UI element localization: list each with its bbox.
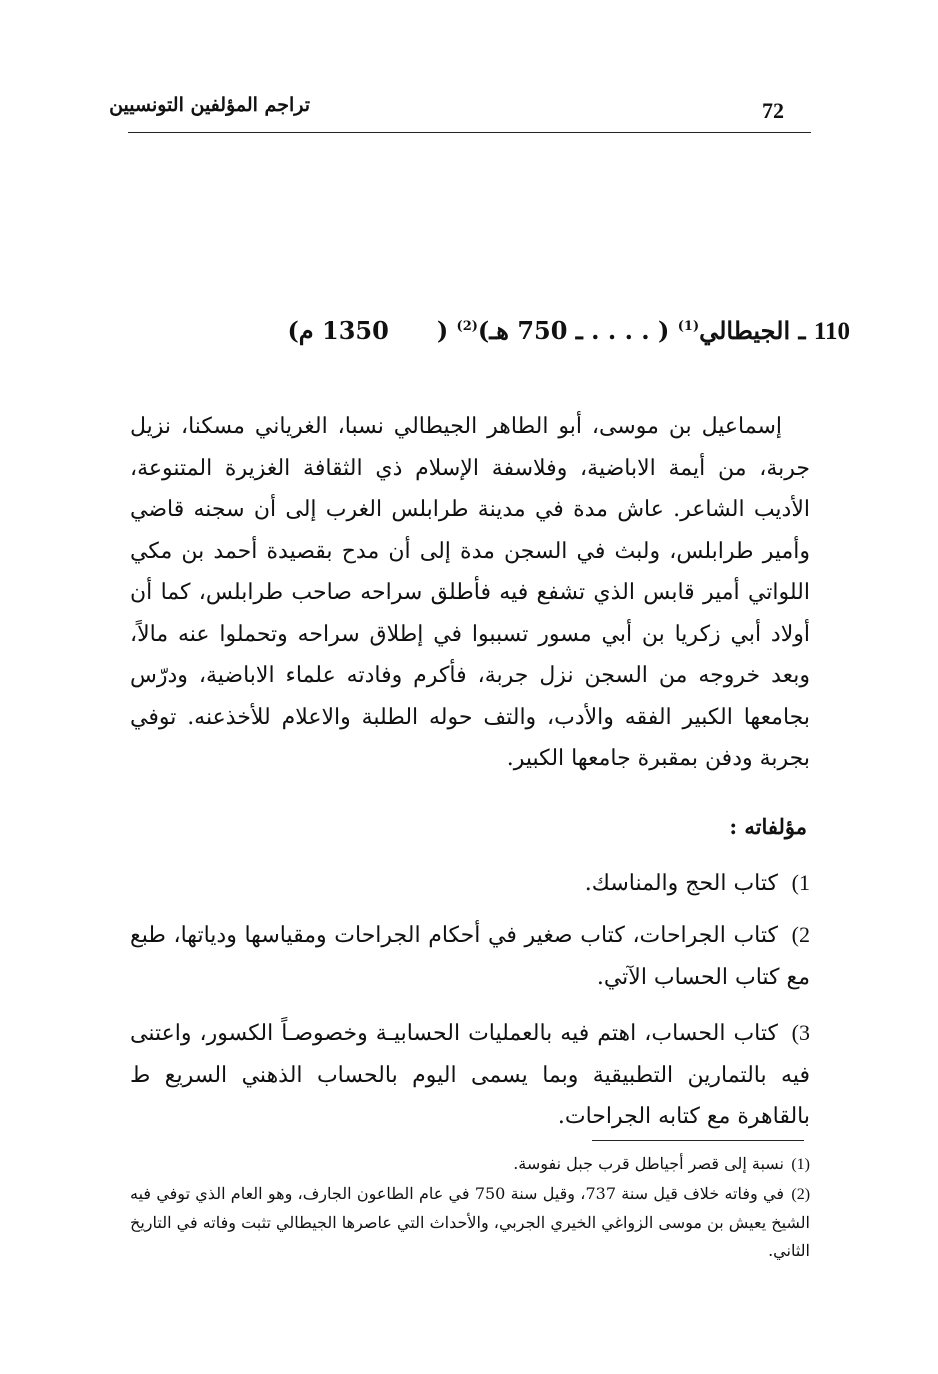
footnote-number: (1) <box>791 1156 810 1173</box>
work-item <box>130 914 810 998</box>
footnote-ref-1: (1) <box>677 319 700 334</box>
running-header-title: تراجم المؤلفين التونسيين <box>109 94 310 116</box>
work-item <box>130 862 810 905</box>
entry-name: ـ الجيطالي <box>699 316 806 345</box>
entry-open-paren: ( <box>436 316 449 345</box>
footnote-divider <box>592 1140 804 1141</box>
entry-heading <box>120 316 850 346</box>
footnote <box>130 1180 810 1265</box>
footnote-number: (2) <box>791 1186 811 1203</box>
header-divider <box>128 132 811 133</box>
footnote <box>130 1150 810 1179</box>
work-text: كتاب الحج والمناسك. <box>584 871 778 896</box>
work-item <box>130 1012 810 1138</box>
work-number: 2) <box>791 922 810 947</box>
biography-paragraph: إسماعيل بن موسى، أبو الطاهر الجيطالي نسبا، الغرياني مسكنا، نزيل جربة، من أيمة الاباضية، وفلاسفة الإسلام ذي الثقافة الغزيرة المتنوعة، الأديب الشاعر. عاش مدة في مدينة طرابلس الغرب إلى أن سجنه قاضي وأمير طرابلس، ولبث في السجن مدة إلى أن مدح بقصيدة أحمد بن مكي اللواتي أمير قابس الذي تشفع فيه فأطلق سراحه صاحب طرابلس، كما أن أولاد أبي زكريا بن أبي مسور تسببوا في إطلاق سراحه وتحملوا عنه مالاً، وبعد خروجه من السجن نزل جربة، فأكرم وفادته علماء الاباضية، ودرّس بجامعها الكبير الفقه والأدب، والتف حوله الطلبة والاعلام للأخذعنه. توفي بجربة ودفن بمقبرة جامعها الكبير. <box>130 414 810 771</box>
footnote-text: في وفاته خلاف قيل سنة 737، وقيل سنة 750 في عام الطاعون الجارف، وهو العام الذي توفي فيه الشيخ يعيش بن موسى الزواغي الخيري الجربي، والأحداث التي عاصرها الجيطالي تثبت وفاته في التاريخ الثاني. <box>130 1184 810 1260</box>
footnote-text: نسبة إلى قصر أجياطل قرب جبل نفوسة. <box>513 1154 784 1173</box>
work-number: 3) <box>791 1020 810 1045</box>
footnote-ref-2: (2) <box>456 319 478 334</box>
work-text: كتاب الحساب، اهتم فيه بالعمليات الحسابيـة وخصوصـاً الكسور، واعتنى فيه بالتمارين التطبيقية وبما يسمى اليوم بالحساب الذهني السريع ط بالقاهرة مع كتابه الجراحات. <box>130 1021 810 1129</box>
entry-hijri-dates: ( . . . . ـ 750 هـ) <box>477 316 670 345</box>
work-number: 1) <box>791 870 810 895</box>
works-heading: مؤلفاته : <box>729 814 807 839</box>
work-text: كتاب الجراحات، كتاب صغير في أحكام الجراحات ومقياسها ودياتها، طبع مع كتاب الحساب الآتي. <box>130 923 810 990</box>
page-number: 72 <box>762 98 784 123</box>
entry-gregorian-date: 1350 م) <box>287 316 389 345</box>
entry-number: 110 <box>813 318 850 345</box>
